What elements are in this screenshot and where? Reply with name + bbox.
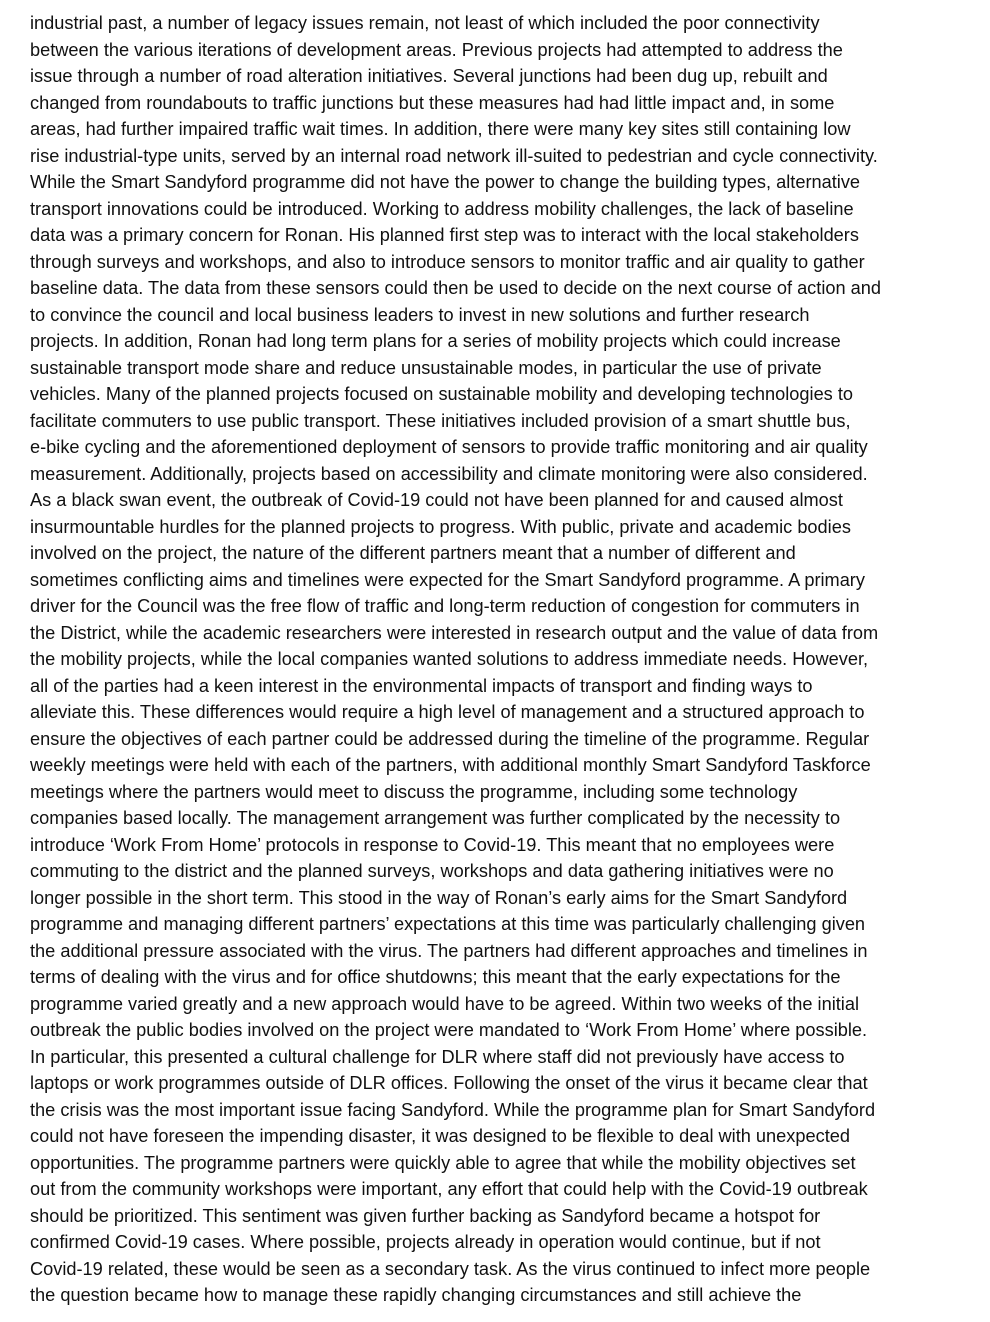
text-line: weekly meetings were held with each of the partners, with additional monthly Smart Sandyford Taskforce: [30, 755, 871, 775]
text-line: terms of dealing with the virus and for office shutdowns; this meant that the early expectations for the: [30, 967, 841, 987]
text-line: commuting to the district and the planned surveys, workshops and data gathering initiatives were no: [30, 861, 834, 881]
text-line: the mobility projects, while the local companies wanted solutions to address immediate needs. However,: [30, 649, 869, 669]
text-line: driver for the Council was the free flow of traffic and long-term reduction of congestion for commuters in: [30, 596, 860, 616]
text-line: programme varied greatly and a new approach would have to be agreed. Within two weeks of the initial: [30, 993, 860, 1014]
text-line: between the various iterations of development areas. Previous projects had attempted to address the: [30, 39, 843, 60]
text-line: changed from roundabouts to traffic junctions but these measures had had little impact and, in some: [30, 92, 835, 113]
text-line: areas, had further impaired traffic wait times. In addition, there were many key sites still containing low: [30, 119, 851, 139]
text-line: companies based locally. The management arrangement was further complicated by the necessity to: [30, 808, 841, 828]
text-line: issue through a number of road alteration initiatives. Several junctions had been dug up, rebuilt and: [30, 66, 828, 86]
text-line: the crisis was the most important issue facing Sandyford. While the programme plan for Smart Sandyford: [30, 1099, 876, 1120]
text-line: alleviate this. These differences would require a high level of management and a structured approach to: [30, 702, 865, 722]
text-line: industrial past, a number of legacy issues remain, not least of which included the poor connectivity: [30, 13, 820, 33]
text-line: through surveys and workshops, and also to introduce sensors to monitor traffic and air quality to gather: [30, 251, 865, 272]
text-line: As a black swan event, the outbreak of Covid-19 could not have been planned for and caused almost: [30, 490, 843, 510]
text-line: laptops or work programmes outside of DLR offices. Following the onset of the virus it became clear that: [30, 1073, 868, 1093]
text-line: out from the community workshops were important, any effort that could help with the Covid-19 outbreak: [30, 1179, 868, 1199]
text-line: opportunities. The programme partners were quickly able to agree that while the mobility objectives set: [30, 1152, 856, 1173]
text-line: all of the parties had a keen interest in the environmental impacts of transport and finding ways to: [30, 675, 813, 696]
text-line: sustainable transport mode share and reduce unsustainable modes, in particular the use of private: [30, 357, 822, 378]
text-line: meetings where the partners would meet to discuss the programme, including some technology: [30, 781, 798, 802]
text-line: programme and managing different partners’ expectations at this time was particularly challenging given: [30, 914, 866, 934]
text-line: e-bike cycling and the aforementioned deployment of sensors to provide traffic monitoring and air quality: [30, 437, 868, 457]
text-line: the additional pressure associated with the virus. The partners had different approaches and timelines in: [30, 940, 868, 961]
text-line: should be prioritized. This sentiment was given further backing as Sandyford became a hotspot for: [30, 1205, 821, 1226]
text-line: facilitate commuters to use public transport. These initiatives included provision of a smart shuttle bus,: [30, 410, 851, 431]
text-line: insurmountable hurdles for the planned projects to progress. With public, private and academic bodies: [30, 516, 851, 537]
text-line: baseline data. The data from these sensors could then be used to decide on the next course of action and: [30, 278, 882, 298]
body-paragraph: [30, 10, 980, 1309]
text-line: confirmed Covid-19 cases. Where possible, projects already in operation would continue, but if not: [30, 1232, 821, 1252]
text-line: measurement. Additionally, projects based on accessibility and climate monitoring were also considered.: [30, 463, 868, 484]
text-line: to convince the council and local business leaders to invest in new solutions and further research: [30, 304, 810, 325]
text-line: outbreak the public bodies involved on the project were mandated to ‘Work From Home’ where possible.: [30, 1020, 868, 1040]
text-line: introduce ‘Work From Home’ protocols in response to Covid-19. This meant that no employees were: [30, 834, 835, 855]
text-line: data was a primary concern for Ronan. His planned first step was to interact with the local stakeholders: [30, 225, 859, 245]
text-line: could not have foreseen the impending disaster, it was designed to be flexible to deal with unexpected: [30, 1126, 850, 1146]
text-line: In particular, this presented a cultural challenge for DLR where staff did not previously have access to: [30, 1046, 845, 1067]
text-line: While the Smart Sandyford programme did not have the power to change the building types, alternative: [30, 172, 861, 192]
text-line: vehicles. Many of the planned projects focused on sustainable mobility and developing technologies to: [30, 384, 854, 404]
text-line: longer possible in the short term. This stood in the way of Ronan’s early aims for the Smart Sandyford: [30, 887, 848, 908]
text-line: Covid-19 related, these would be seen as a secondary task. As the virus continued to infect more people: [30, 1258, 871, 1279]
text-line: ensure the objectives of each partner could be addressed during the timeline of the programme. Regular: [30, 728, 870, 749]
text-line: the question became how to manage these rapidly changing circumstances and still achieve the: [30, 1285, 802, 1305]
text-line: involved on the project, the nature of the different partners meant that a number of different and: [30, 543, 796, 563]
text-line: rise industrial-type units, served by an internal road network ill-suited to pedestrian and cycle connectivity.: [30, 145, 878, 166]
text-line: sometimes conflicting aims and timelines were expected for the Smart Sandyford programme. A primary: [30, 569, 865, 590]
text-line: transport innovations could be introduced. Working to address mobility challenges, the lack of baseline: [30, 198, 854, 219]
text-line: the District, while the academic researchers were interested in research output and the value of data from: [30, 622, 879, 643]
text-line: projects. In addition, Ronan had long term plans for a series of mobility projects which could increase: [30, 331, 841, 351]
